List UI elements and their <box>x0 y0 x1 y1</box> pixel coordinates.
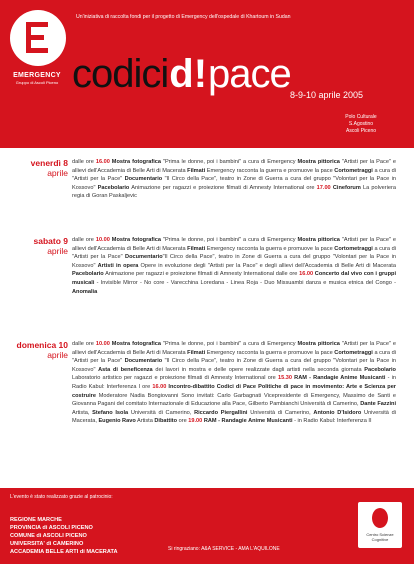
university-logo <box>358 502 402 548</box>
program-text: Moderatore Nadia Bongiovanni Sono invitati: Carlo Garbagnati Vicepresidente di Emergency, Massimo de Santi e Giovanna Pagani del comitato Internazionale di Educazione alla Pace, Gilberto Pambianchi Università di Camerino, <box>72 392 396 408</box>
program-text: Emergency racconta la guerra e promuove la pace <box>205 167 335 174</box>
emergency-e-icon <box>10 10 66 66</box>
program-text: Dante Fazzini <box>360 401 396 408</box>
program-text: "Prima le donne, poi i bambini" a cura di Emergency <box>162 237 298 243</box>
program-text: Mostra pittorica <box>297 237 340 243</box>
time-highlight: 19.00 <box>188 418 203 425</box>
venue-line: Polo Culturale <box>345 114 377 120</box>
day-program <box>72 158 396 201</box>
time-highlight: 15.30 <box>277 375 292 382</box>
program-text: RAM - Randagie Anime Musicanti <box>291 375 386 382</box>
sponsor-item: UNIVERSITA' di CAMERINO <box>10 541 84 547</box>
footer-banner <box>0 488 414 564</box>
program-text: Documentario <box>124 176 163 183</box>
program-text: Emergency racconta la guerra e promuove la pace <box>205 349 335 356</box>
day-name: venerdì 8 <box>30 158 68 168</box>
program-text: Artista, <box>72 409 93 416</box>
program-text: Pacebolario <box>72 271 104 278</box>
program-text: Animazione per ragazzi e proiezione filmati di Amnesty International dalle ore <box>103 271 300 278</box>
time-highlight: 10.00 <box>95 237 110 243</box>
day-friday <box>10 158 404 201</box>
day-saturday <box>10 236 404 296</box>
program-text: Riccardo Piergallini <box>194 409 248 416</box>
program-text: Cortometraggi <box>334 245 373 252</box>
logo-subtitle: Gruppo di Ascoli Piceno <box>15 80 59 85</box>
program-text: "Il Circo della Pace", teatro in Zone di Guerra a cura del gruppo "Volontari per la Pace in Kossovo" <box>72 254 396 269</box>
program-text: Artista <box>135 418 155 425</box>
day-program <box>72 340 396 426</box>
day-sunday <box>10 340 404 426</box>
program-text: dei lavori in mostra e delle opere realizzate dagli artisti nella seconda giornata <box>152 366 365 373</box>
program-text: dalle ore <box>72 237 96 243</box>
logo-name: EMERGENCY <box>13 72 61 79</box>
time-highlight: 10.00 <box>95 341 110 347</box>
sponsor-list <box>10 516 118 556</box>
venue-line: S.Agostino <box>348 121 374 127</box>
program-text: dalle ore <box>72 341 96 347</box>
thanks-line: Si ringraziano: A&A SERVICE - AMA L'AQUILONE <box>168 546 280 552</box>
program-text: - in Radio Kabul: Interferenza I ore <box>72 375 397 390</box>
day-label <box>10 340 72 426</box>
sponsor-item: ACCADEMIA BELLE ARTI di MACERATA <box>10 549 118 555</box>
time-highlight: 17.00 <box>316 184 331 191</box>
program-text: Dibattito <box>154 418 178 425</box>
program-text: - Invisible Mirror - No core - Varecchina Loredana - Linea Roja - Duo Missuambi danza e musica etnica del Congo - <box>94 279 396 286</box>
program-text: Laboratorio artistico per ragazzi e proiezione filmati di Amnesty International ore <box>72 375 278 382</box>
program-text: a cura di "Artisti per la Pace" <box>72 349 396 365</box>
sponsor-item: PROVINCIA di ASCOLI PICENO <box>10 525 93 531</box>
program-text: "Il Circo della Pace", teatro in Zone di Guerra a cura del gruppo "Volontari per la Pace in Kossovo" <box>72 358 396 373</box>
program-text: Documentario <box>125 254 163 261</box>
program-text: Stefano Isola <box>92 409 129 416</box>
program-text: RAM - Randagie Anime Musicanti <box>202 418 293 425</box>
program-text: Cortometraggi <box>334 167 373 174</box>
program-text: a cura di "Artisti per la Pace" <box>72 167 396 183</box>
header-banner <box>0 0 414 148</box>
program-text: Artisti in opera <box>97 262 139 269</box>
program-text: Asta di beneficenza <box>98 366 153 373</box>
program-text: Eugenio Ravo <box>98 418 136 425</box>
venue-line: Ascoli Piceno <box>345 128 376 134</box>
day-month: aprile <box>47 350 68 360</box>
time-highlight: 16.00 <box>152 383 167 390</box>
program-text: Opere in evoluzione degli "Artisti per la Pace" e degli allievi dell'Accademia di Belle Arti di Macerata <box>138 262 396 269</box>
day-name: sabato 9 <box>33 236 68 246</box>
day-month: aprile <box>47 168 68 178</box>
event-dates: 8-9-10 aprile 2005 <box>290 90 364 100</box>
program-text: Cineforum <box>330 184 361 191</box>
program-text: Mostra pittorica <box>297 159 340 165</box>
venue-block <box>336 114 386 135</box>
program-text: "Artisti per la Pace" e allievi dell'Accademia di Belle Arti di Macerata <box>72 341 396 356</box>
title-pace: pace <box>208 52 291 96</box>
title-codici: codici <box>72 52 169 96</box>
title-d: d! <box>169 52 208 96</box>
program-text: "Prima le donne, poi i bambini" a cura di Emergency <box>162 341 298 347</box>
tagline: Un'iniziativa di raccolta fondi per il progetto di Emergency dell'ospedale di Khartoum in Sudan <box>76 14 291 20</box>
sponsor-item: COMUNE di ASCOLI PICENO <box>10 533 87 539</box>
day-month: aprile <box>47 246 68 256</box>
day-name: domenica 10 <box>16 340 68 350</box>
program-text: a cura di "Artisti per la Pace" <box>72 245 396 261</box>
program-text: "Artisti per la Pace" e allievi dell'Accademia di Belle Arti di Macerata <box>72 237 396 252</box>
program-text: dalle ore <box>72 159 96 165</box>
program-text: Mostra fotografica <box>109 159 163 165</box>
program-text: "Prima le donne, poi i bambini" a cura di Emergency <box>162 159 298 165</box>
page-title <box>72 52 291 96</box>
program-text: Antonio D'Isidoro <box>313 409 362 416</box>
program-text: Cortometraggi <box>334 349 373 356</box>
emergency-logo <box>8 10 66 126</box>
program-text: La polveriera regia di Goran Paskaljevic <box>72 184 396 200</box>
program-text: Filmati <box>187 245 206 252</box>
program-text: ore <box>177 418 189 425</box>
day-label <box>10 236 72 296</box>
day-label <box>10 158 72 201</box>
program-text: - in Radio Kabul: Interferenza II <box>292 418 372 425</box>
program-text: "Il Circo della Pace", teatro in Zone di Guerra a cura del gruppo "Volontari per la Pace in Kossovo" <box>72 176 396 191</box>
program-text: Animazione per ragazzi e proiezione filmati di Amnesty International ore <box>129 184 317 191</box>
time-highlight: 16.00 <box>299 271 314 278</box>
program-text: Emergency racconta la guerra e promuove la pace <box>205 245 335 252</box>
program-text: Anomalia <box>72 288 98 295</box>
program-text: Concerto dal vivo con i gruppi musicali <box>72 271 396 286</box>
day-program <box>72 236 396 296</box>
sponsor-intro: L'evento è stato realizzato grazie al patrocinio: <box>10 494 113 500</box>
program-text: Documentario <box>124 358 163 365</box>
program-text: Incontro-dibattito Codici di Pace Politiche di pace in movimento: Arte e Scienza per costruire <box>72 383 396 399</box>
program-text: "Artisti per la Pace" e allievi dell'Accademia di Belle Arti di Macerata <box>72 159 396 174</box>
program-text: Mostra fotografica <box>109 341 163 347</box>
program-text: Pacebolario <box>364 366 396 373</box>
program-text: Università di Macerata, <box>72 409 396 425</box>
program-text: Mostra fotografica <box>109 237 163 243</box>
program-text: Filmati <box>187 349 206 356</box>
time-highlight: 16.00 <box>95 159 110 165</box>
program-text: Università di Camerino, <box>128 409 195 416</box>
program-text: Filmati <box>187 167 206 174</box>
program-text: Università di Camerino, <box>247 409 314 416</box>
cognitive-science-icon <box>372 508 388 528</box>
university-logo-text: Centro Scienze Cognitive <box>366 532 394 542</box>
program-text: Mostra pittorica <box>297 341 340 347</box>
program-text: Pacebolario <box>97 184 130 191</box>
sponsor-item: REGIONE MARCHE <box>10 517 62 523</box>
